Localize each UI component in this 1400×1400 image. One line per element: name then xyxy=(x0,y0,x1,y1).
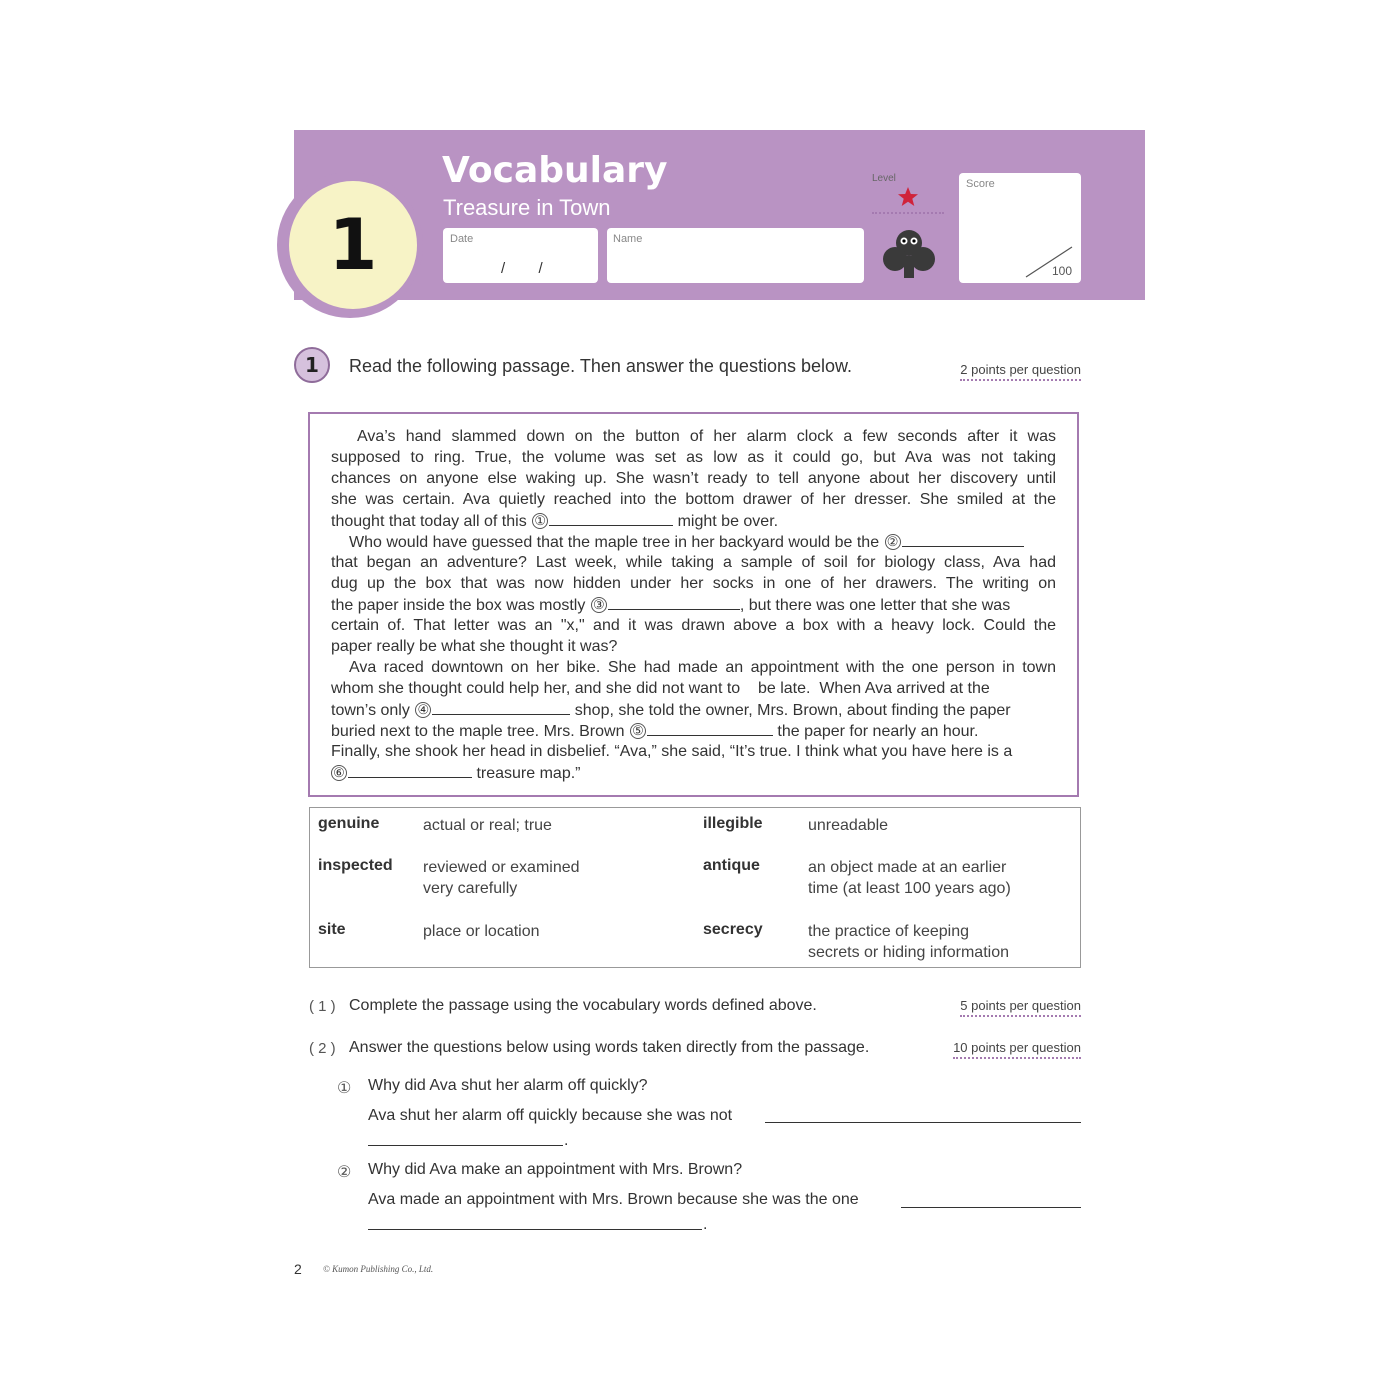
passage-line: that began an adventure? Last week, while taking a sample of soil for biology class, Ava had xyxy=(331,554,1056,571)
vocab-definition: place or location xyxy=(423,923,540,940)
passage-text: thought that today all of this xyxy=(331,513,527,530)
passage-line: dug up the box that was now hidden under her socks in one of her drawers. The writing on xyxy=(331,575,1056,592)
vocab-definition: an object made at an earlier xyxy=(808,859,1007,876)
blank-6[interactable] xyxy=(348,762,472,778)
section-instruction: Read the following passage. Then answer the questions below. xyxy=(349,356,852,376)
blank-number: ③ xyxy=(591,597,607,613)
name-label: Name xyxy=(613,233,643,245)
vocab-term: site xyxy=(318,921,346,938)
question-number: ( 1 ) xyxy=(309,998,336,1015)
blank-4[interactable] xyxy=(432,699,570,715)
passage-line: certain of. That letter was an "x," and it was drawn above a box with a heavy lock. Could the xyxy=(331,617,1056,634)
passage-line: Ava’s hand slammed down on the button of her alarm clock a few seconds after it was xyxy=(357,428,1056,445)
blank-1[interactable] xyxy=(549,510,673,526)
question-points: 10 points per question xyxy=(953,1040,1081,1059)
vocab-definition: unreadable xyxy=(808,817,889,834)
blank-number: ① xyxy=(532,513,548,529)
blank-number: ② xyxy=(885,534,901,550)
score-max: 100 xyxy=(1052,264,1073,278)
subquestion-text: Why did Ava shut her alarm off quickly? xyxy=(368,1077,648,1094)
passage-line: whom she thought could help her, and she did not want to be late. When Ava arrived at the xyxy=(331,680,990,697)
passage-line: paper really be what she thought it was? xyxy=(331,638,618,655)
name-field[interactable] xyxy=(607,228,864,283)
subquestion-number: ② xyxy=(337,1164,352,1181)
question-text: Answer the questions below using words taken directly from the passage. xyxy=(349,1039,870,1056)
passage-line: Ava raced downtown on her bike. She had made an appointment with the one person in town xyxy=(349,659,1056,676)
answer-line[interactable] xyxy=(368,1145,563,1146)
answer-period: . xyxy=(703,1216,708,1233)
date-field[interactable] xyxy=(443,228,598,283)
passage-text: might be over. xyxy=(677,513,779,530)
vocab-definition: the practice of keeping xyxy=(808,923,969,940)
blank-number: ⑤ xyxy=(630,723,646,739)
answer-line[interactable] xyxy=(901,1207,1081,1208)
blank-number: ⑥ xyxy=(331,765,347,781)
subquestion-text: Why did Ava make an appointment with Mrs. Brown? xyxy=(368,1161,743,1178)
passage-text: town’s only xyxy=(331,702,410,719)
answer-period: . xyxy=(564,1132,569,1149)
section-points: 2 points per question xyxy=(960,362,1081,381)
blank-3[interactable] xyxy=(608,594,740,610)
vocab-definition: secrets or hiding information xyxy=(808,944,1009,961)
vocab-term: genuine xyxy=(318,815,380,832)
page-number: 2 xyxy=(294,1261,302,1277)
blank-5[interactable] xyxy=(647,720,773,736)
answer-prompt: Ava made an appointment with Mrs. Brown because she was the one xyxy=(368,1191,859,1208)
blank-2[interactable] xyxy=(902,531,1024,547)
vocab-term: secrecy xyxy=(703,921,763,938)
date-label: Date xyxy=(450,233,474,245)
passage-line: supposed to ring. True, the volume was set as low as it could go, but Ava was not taking xyxy=(331,449,1056,466)
question-text: Complete the passage using the vocabulary words defined above. xyxy=(349,997,817,1014)
subquestion-number: ① xyxy=(337,1080,352,1097)
passage-line xyxy=(349,531,1074,553)
passage-text: Who would have guessed that the maple tree in her backyard would be the xyxy=(349,534,880,551)
passage-text: shop, she told the owner, Mrs. Brown, about finding the paper xyxy=(574,702,1011,719)
unit-number-badge: 1 xyxy=(289,181,417,309)
question-number: ( 2 ) xyxy=(309,1040,336,1057)
passage-line xyxy=(331,699,1056,721)
vocab-term: illegible xyxy=(703,815,763,832)
passage-text: the paper for nearly an hour. xyxy=(777,723,979,740)
level-dotted-line xyxy=(872,212,944,214)
passage-text: treasure map.” xyxy=(476,765,581,782)
vocab-definition: reviewed or examined xyxy=(423,859,580,876)
vocab-definition: actual or real; true xyxy=(423,817,552,834)
level-label: Level xyxy=(872,173,896,184)
blank-number: ④ xyxy=(415,702,431,718)
passage-line xyxy=(331,510,1056,532)
vocab-definition: very carefully xyxy=(423,880,518,897)
vocab-term: inspected xyxy=(318,857,393,874)
level-star-icon xyxy=(897,186,919,208)
section-number-badge: 1 xyxy=(294,347,330,383)
page-title: Vocabulary xyxy=(442,150,668,191)
kumon-mascot-icon xyxy=(880,226,938,284)
answer-line[interactable] xyxy=(368,1229,702,1230)
passage-line: Finally, she shook her head in disbelief. “Ava,” she said, “It’s true. I think what you have here is a xyxy=(331,743,1013,760)
passage-line: chances on anyone else waking up. She wasn’t ready to tell anyone about her discovery until xyxy=(331,470,1056,487)
answer-prompt: Ava shut her alarm off quickly because she was not xyxy=(368,1107,733,1124)
page-subtitle: Treasure in Town xyxy=(443,195,611,220)
answer-line[interactable] xyxy=(765,1122,1081,1123)
passage-line xyxy=(331,762,1056,784)
date-slashes: / / xyxy=(501,260,543,277)
passage-text: , but there was one letter that she was xyxy=(739,597,1011,614)
question-points: 5 points per question xyxy=(960,998,1081,1017)
vocab-term: antique xyxy=(703,857,760,874)
passage-line: she was certain. Ava quietly reached into the bottom drawer of her dresser. She smiled at the xyxy=(331,491,1056,508)
vocab-definition: time (at least 100 years ago) xyxy=(808,880,1011,897)
passage-line xyxy=(331,720,1056,742)
passage-line xyxy=(331,594,1056,616)
passage-text: buried next to the maple tree. Mrs. Brown xyxy=(331,723,625,740)
passage-text: the paper inside the box was mostly xyxy=(331,597,586,614)
copyright: © Kumon Publishing Co., Ltd. xyxy=(323,1264,434,1274)
score-label: Score xyxy=(966,178,995,190)
